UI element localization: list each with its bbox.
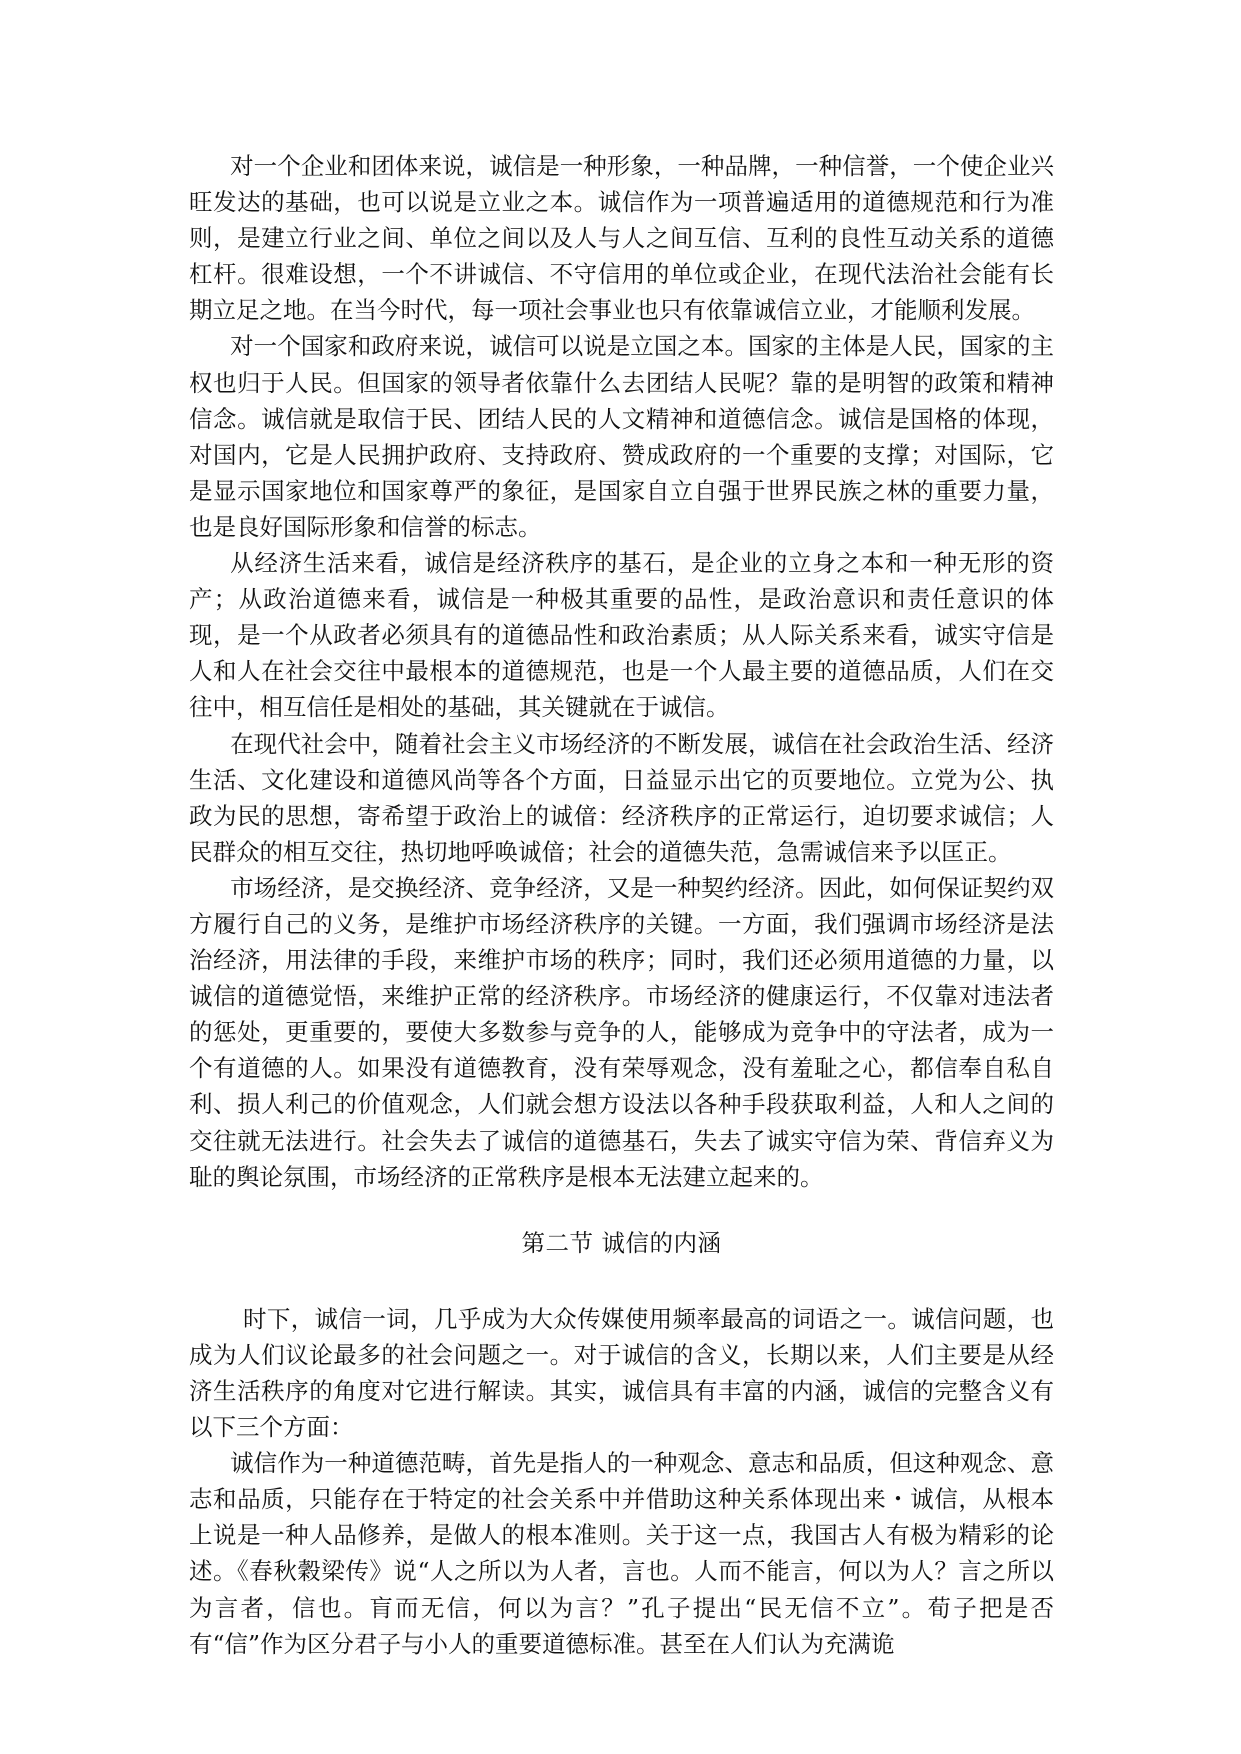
document-page (189, 148, 1054, 1662)
paragraph-modern-society: 在现代社会中，随着社会主义市场经济的不断发展，诚信在社会政治生活、经济生活、文化建设和道德风尚等各个方面，日益显示出它的页要地位。立党为公、执政为民的思想，寄希望于政治上的诚偣：经济秩序的正常运行，迫切要求诚信；人民群众的相互交往，热切地呼唤诚偣；社会的道德失范，急需诚信来予以匡正。 (189, 729, 1054, 866)
paragraph-economic-political-integrity: 从经济生活来看，诚信是经济秩序的基石，是企业的立身之本和一种无形的资产；从政治道德来看，诚信是一种极其重要的品性，是政治意识和责任意识的体现，是一个从政者必须具有的道德品性和政治素质；从人际关系来看，诚实守信是人和人在社会交往中最根本的道德规范，也是一个人最主要的道德品质，人们在交往中，相互信任是相处的基础，其关键就在于诚信。 (189, 549, 1054, 722)
paragraph-intro-meaning: 时下，诚信一词，几乎成为大众传媒使用频率最高的词语之一。诚信问题，也成为人们议论最多的社会问题之一。对于诚信的含义，长期以来，人们主要是从经济生活秩序的角度对它进行解读。其实，诚信具有丰富的内涵，诚信的完整含义有以下三个方面： (189, 1304, 1054, 1442)
section-heading: 第二节 诚信的内涵 (521, 1228, 722, 1257)
paragraph-enterprise-integrity: 对一个企业和团体来说，诚信是一种形象，一种品牌，一种信誉，一个使企业兴旺发达的基础，也可以说是立业之本。诚信作为一项普遍适用的道德规范和行为准则，是建立行业之间、单位之间以及人与人之间互信、互利的良性互动关系的道德杠杆。很难设想，一个不讲诚信、不守信用的单位或企业，在现代法治社会能有长期立足之地。在当今时代，每一项社会事业也只有依靠诚信立业，才能顺利发展。 (189, 152, 1054, 325)
paragraph-moral-category: 诚信作为一种道德范畴，首先是指人的一种观念、意志和品质，但这种观念、意志和品质，只能存在于特定的社会关系中并借助这种关系体现出来・诚信，从根本上说是一种人品修养，是做人的根本准则。关于这一点，我国古人有极为精彩的论述。《春秋穀梁传》说“人之所以为人者，言也。人而不能言，何以为人？言之所以为言者，信也。肓而无信，何以为言？”孔子提出“民无信不立”。荀子把是否有“信”作为区分君子与小人的重要道德标准。甚至在人们认为充满诡 (189, 1449, 1054, 1658)
paragraph-market-economy: 市场经济，是交换经济、竞争经济，又是一种契约经济。因此，如何保证契约双方履行自己的义务，是维护市场经济秩序的关键。一方面，我们强调市场经济是法治经济，用法律的手段，来维护市场的秩序；同时，我们还必须用道德的力量，以诚信的道德觉悟，来维护正常的经济秩序。市场经济的健康运行，不仅靠对违法者的惩处，更重要的，要使大多数参与竞争的人，能够成为竞争中的守法者，成为一个有道德的人。如果没有道德教育，没有荣辱观念，没有羞耻之心，都信奉自私自利、损人利己的价值观念，人们就会想方设法以各种手段获取利益，人和人之间的交往就无法进行。社会失去了诚信的道德基石，失去了诚实守信为荣、背信弃义为耻的舆论氛围，市场经济的正常秩序是根本无法建立起来的。 (189, 873, 1054, 1191)
paragraph-national-integrity: 对一个国家和政府来说，诚信可以说是立国之本。国家的主体是人民，国家的主权也归于人民。但国家的领导者依靠什么去团结人民呢？靠的是明智的政策和精神信念。诚信就是取信于民、团结人民的人文精神和道德信念。诚信是国格的体现，对国内，它是人民拥护政府、支持政府、赞成政府的一个重要的支撑；对国际，它是显示国家地位和国家尊严的象征，是国家自立自强于世界民族之林的重要力量，也是良好国际形象和信誉的标志。 (189, 332, 1054, 541)
